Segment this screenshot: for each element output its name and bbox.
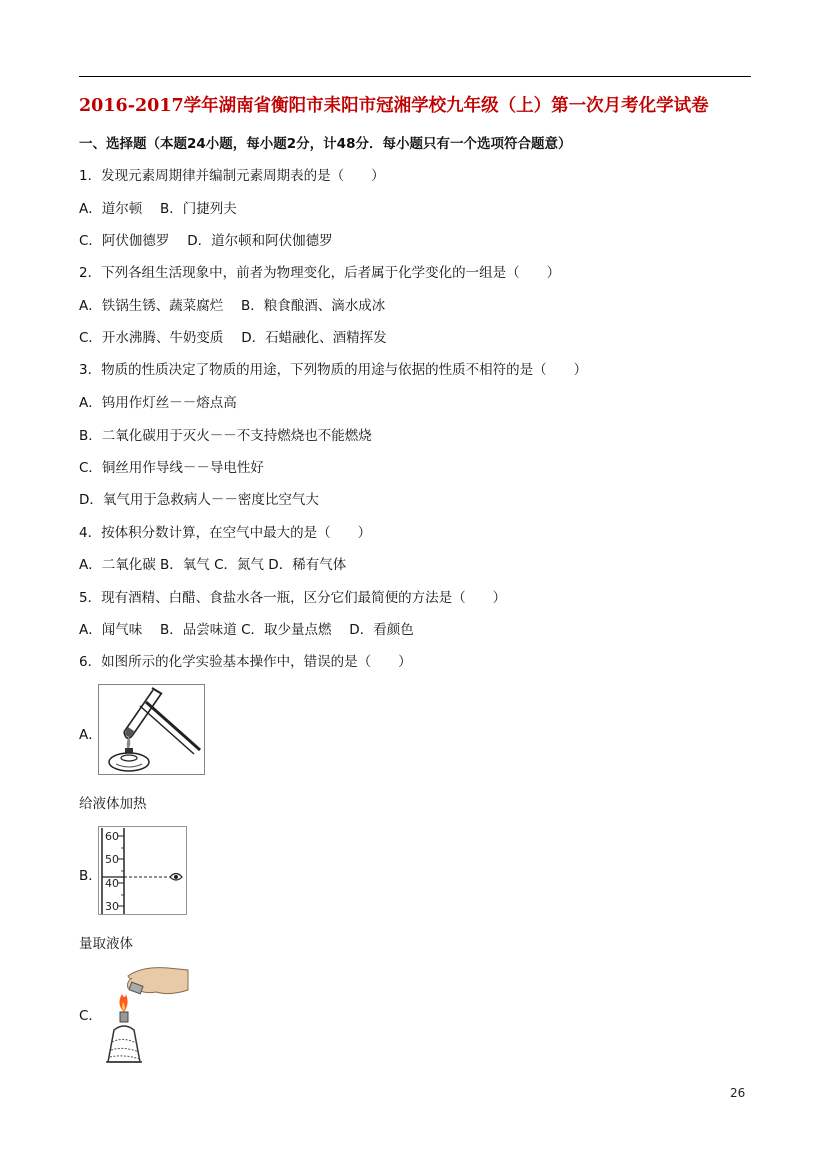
page-number: 26 [730,1086,746,1100]
question-line: A．道尔顿 B．门捷列夫 [79,201,237,217]
tick-label: 50 [105,853,119,866]
section-heading: 一、选择题（本题24小题，每小题2分，计48分．每小题只有一个选项符合题意） [79,136,572,152]
option-b-label: B． [79,868,102,884]
question-line: 4．按体积分数计算，在空气中最大的是（ ） [79,525,372,541]
tick-label: 40 [105,877,119,890]
header-rule [79,76,751,77]
question-line: 1．发现元素周期律并编制元素周期表的是（ ） [79,168,385,184]
figure-b-caption: 量取液体 [79,936,133,952]
option-c-label: C． [79,1008,102,1024]
question-line: A．钨用作灯丝－－熔点高 [79,395,237,411]
question-line: 3．物质的性质决定了物质的用途，下列物质的用途与依据的性质不相符的是（ ） [79,362,588,378]
question-line: 2．下列各组生活现象中，前者为物理变化，后者属于化学变化的一组是（ ） [79,265,561,281]
question-line: 6．如图所示的化学实验基本操作中，错误的是（ ） [79,654,412,670]
question-line: A．闻气味 B．品尝味道 C．取少量点燃 D．看颜色 [79,622,414,638]
page-title: 2016-2017学年湖南省衡阳市耒阳市冠湘学校九年级（上）第一次月考化学试卷 [79,96,709,116]
question-line: C．铜丝用作导线－－导电性好 [79,460,264,476]
graduated-cylinder-figure [98,826,188,916]
heating-liquid-figure [98,684,206,776]
question-line: A．二氧化碳 B．氧气 C．氮气 D．稀有气体 [79,557,347,573]
question-line: B．二氧化碳用于灭火－－不支持燃烧也不能燃烧 [79,428,372,444]
tick-label: 60 [105,830,119,843]
option-a-label: A． [79,727,102,743]
question-line: 5．现有酒精、白醋、食盐水各一瓶，区分它们最简便的方法是（ ） [79,590,507,606]
question-line: C．开水沸腾、牛奶变质 D．石蜡融化、酒精挥发 [79,330,387,346]
question-line: A．铁锅生锈、蔬菜腐烂 B．粮食酿酒、滴水成冰 [79,298,386,314]
lighting-alcohol-lamp-figure [98,964,190,1064]
figure-a-caption: 给液体加热 [79,796,147,812]
question-line: C．阿伏伽德罗 D．道尔顿和阿伏伽德罗 [79,233,333,249]
tick-label: 30 [105,900,119,913]
question-line: D．氧气用于急救病人－－密度比空气大 [79,492,319,508]
